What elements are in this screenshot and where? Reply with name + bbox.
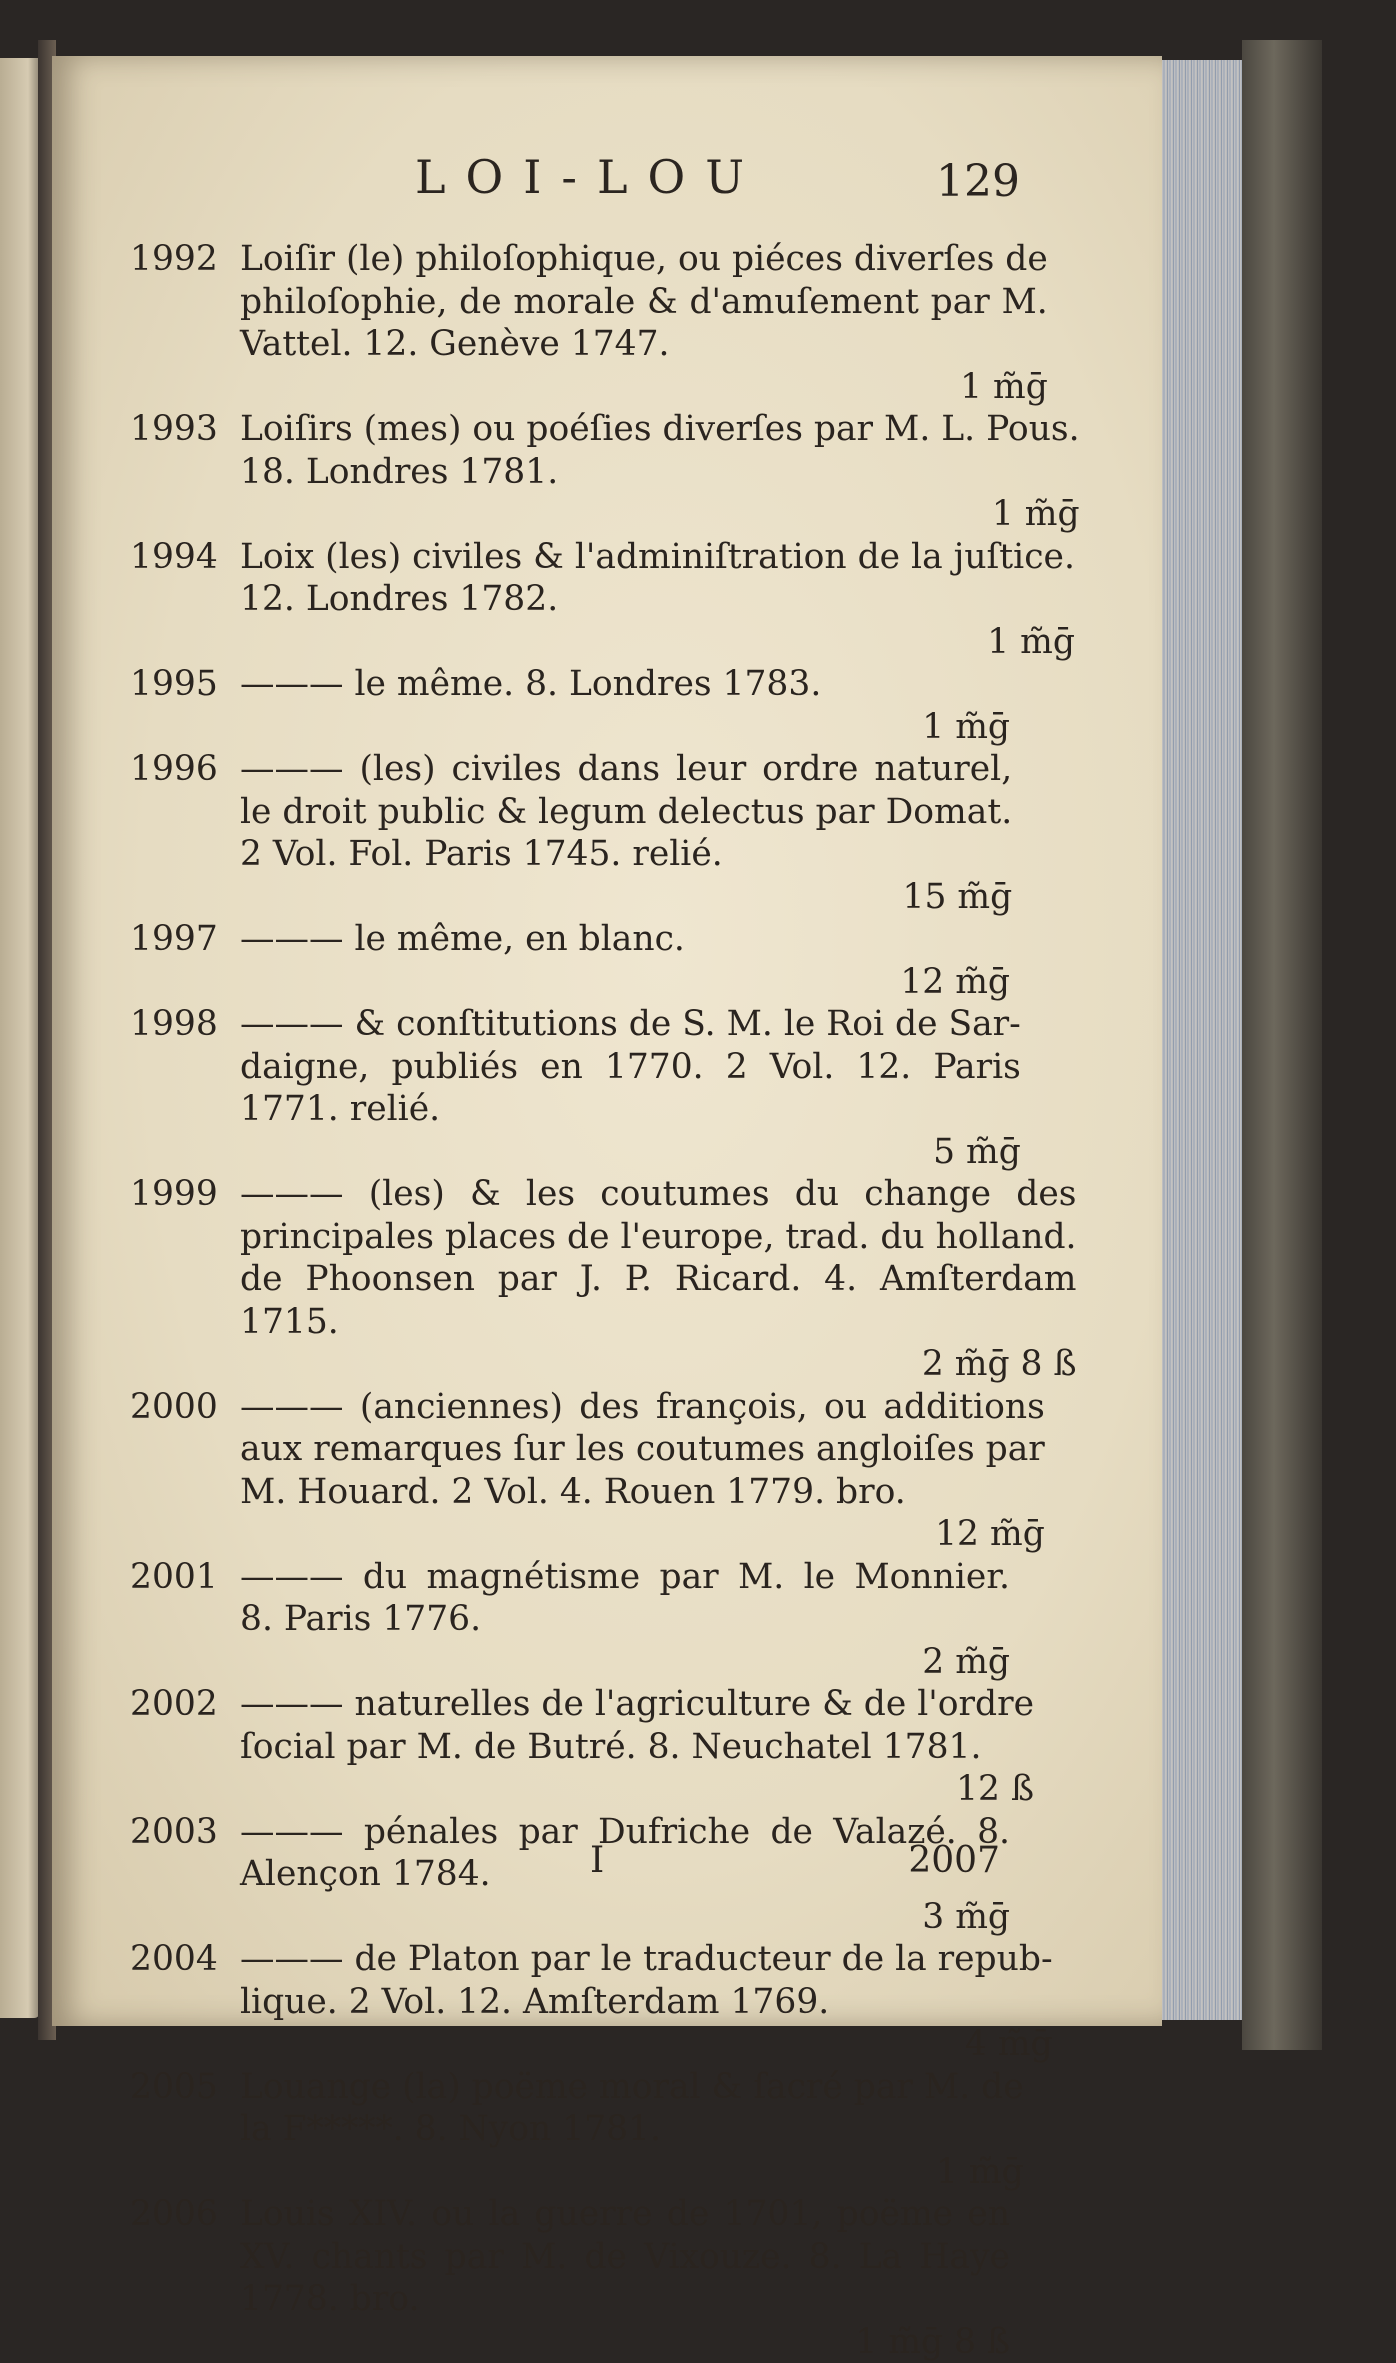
entry-line: 1715. xyxy=(240,1301,1077,1344)
entry-number: 1993 xyxy=(130,408,240,536)
catalogue-entry xyxy=(130,918,1010,1003)
entry-price: 4 m̃ḡ xyxy=(240,2023,1053,2066)
entry-line: M. Houard. 2 Vol. 4. Rouen 1779. bro. xyxy=(240,1471,1045,1514)
catchword: 2007 xyxy=(908,1840,1000,1881)
entry-text xyxy=(240,1173,1077,1386)
entry-number: 2006 xyxy=(130,2193,240,2363)
entry-line: lique. 2 Vol. 12. Amſterdam 1769. xyxy=(240,1981,1053,2024)
entry-price: 1 m̃ḡ xyxy=(240,2151,1024,2194)
entry-price: 1 m̃ḡ 8 ß xyxy=(240,2321,1010,2363)
entry-line: ——— naturelles de l'agriculture & de l'ordre xyxy=(240,1683,1034,1726)
entry-price: 1 m̃ḡ xyxy=(240,621,1075,664)
entry-line: ——— le même, en blanc. xyxy=(240,918,1010,961)
entry-price: 12 m̃ḡ xyxy=(240,1513,1045,1556)
entry-number: 2005 xyxy=(130,2066,240,2194)
entry-text xyxy=(240,2066,1024,2194)
entry-line: aux remarques ſur les coutumes angloiſes par xyxy=(240,1428,1045,1471)
book-cover-edge xyxy=(1242,40,1322,2050)
entry-number: 1999 xyxy=(130,1173,240,1386)
entry-line: Vattel. 12. Genève 1747. xyxy=(240,323,1048,366)
entry-price: 1 m̃ḡ xyxy=(240,493,1080,536)
entry-line: ——— & conſtitutions de S. M. le Roi de Sar- xyxy=(240,1003,1021,1046)
catalogue-entry xyxy=(130,1683,1010,1811)
entry-line: 12. Londres 1782. xyxy=(240,578,1075,621)
catalogue-entry xyxy=(130,1938,1010,2066)
entry-line: 1778. bro. xyxy=(240,2278,1010,2321)
catalogue-entry xyxy=(130,1003,1010,1173)
catalogue-entry xyxy=(130,1173,1010,1386)
entry-number: 1995 xyxy=(130,663,240,748)
entry-line: Louange (la) poëme moral & ſacré par M. de xyxy=(240,2066,1024,2109)
entry-line: de Phoonsen par J. P. Ricard. 4. Amſterdam xyxy=(240,1258,1077,1301)
catalogue-entry xyxy=(130,408,1010,536)
entry-line: ſocial par M. de Butré. 8. Neuchatel 1781. xyxy=(240,1726,1034,1769)
entry-line: XV. chants par M. de Vixouze. 8. La Haye xyxy=(240,2236,1010,2279)
entry-text xyxy=(240,748,1012,918)
entry-line: Loix (les) civiles & l'adminiſtration de la juſtice. xyxy=(240,536,1075,579)
entry-line: ——— (les) civiles dans leur ordre naturel, xyxy=(240,748,1012,791)
entry-text xyxy=(240,1386,1045,1556)
catalogue-entry xyxy=(130,2193,1010,2363)
entry-number: 1994 xyxy=(130,536,240,664)
entry-text xyxy=(240,918,1010,1003)
entry-text xyxy=(240,1811,1010,1939)
catalogue-entry xyxy=(130,238,1010,408)
entry-text xyxy=(240,1938,1053,2066)
entry-price: 3 m̃ḡ xyxy=(240,1896,1010,1939)
entry-text xyxy=(240,536,1075,664)
entry-line: Alençon 1784. xyxy=(240,1853,1010,1896)
page-number: 129 xyxy=(936,156,1020,207)
entry-text xyxy=(240,408,1080,536)
entry-number: 1997 xyxy=(130,918,240,1003)
entry-line: ——— (les) & les coutumes du change des xyxy=(240,1173,1077,1216)
entry-line: ——— du magnétisme par M. le Monnier. xyxy=(240,1556,1010,1599)
entry-line: principales places de l'europe, trad. du holland. xyxy=(240,1216,1077,1259)
catalogue-entry xyxy=(130,1556,1010,1684)
entry-price: 12 ß xyxy=(240,1768,1034,1811)
entry-price: 1 m̃ḡ xyxy=(240,706,1010,749)
catalogue-entry xyxy=(130,2066,1010,2194)
entry-line: ——— (anciennes) des françois, ou additions xyxy=(240,1386,1045,1429)
catalogue-entry xyxy=(130,1811,1010,1939)
entry-price: 1 m̃ḡ xyxy=(240,366,1048,409)
catalogue-entries xyxy=(130,238,1010,2363)
entry-line: philoſophie, de morale & d'amuſement par M. xyxy=(240,281,1048,324)
entry-price: 2 m̃ḡ 8 ß xyxy=(240,1343,1077,1386)
entry-line: ——— le même. 8. Londres 1783. xyxy=(240,663,1010,706)
entry-number: 1992 xyxy=(130,238,240,408)
entry-line: 18. Londres 1781. xyxy=(240,451,1080,494)
catalogue-entry xyxy=(130,1386,1010,1556)
entry-text xyxy=(240,238,1048,408)
entry-price: 15 m̃ḡ xyxy=(240,876,1012,919)
entry-number: 2004 xyxy=(130,1938,240,2066)
entry-line: ——— de Platon par le traducteur de la repub- xyxy=(240,1938,1053,1981)
entry-line: 2 Vol. Fol. Paris 1745. relié. xyxy=(240,833,1012,876)
entry-line: Louis XIV. ou la guerre de 1701, poëme en xyxy=(240,2193,1010,2236)
entry-number: 2003 xyxy=(130,1811,240,1939)
signature-mark: I xyxy=(590,1840,604,1881)
catalogue-entry xyxy=(130,663,1010,748)
entry-number: 2000 xyxy=(130,1386,240,1556)
entry-line: 1771. relié. xyxy=(240,1088,1021,1131)
entry-text xyxy=(240,1556,1010,1684)
catalogue-entry xyxy=(130,536,1010,664)
entry-number: 1998 xyxy=(130,1003,240,1173)
entry-price: 12 m̃ḡ xyxy=(240,961,1010,1004)
entry-text xyxy=(240,1683,1034,1811)
entry-line: la F*****. 8. Nyon 1781. xyxy=(240,2108,1024,2151)
entry-line: Loiſirs (mes) ou poéſies diverſes par M. L. Pous. xyxy=(240,408,1080,451)
entry-number: 2002 xyxy=(130,1683,240,1811)
entry-line: ——— pénales par Dufriche de Valazé. 8. xyxy=(240,1811,1010,1854)
entry-price: 2 m̃ḡ xyxy=(240,1641,1010,1684)
entry-price: 5 m̃ḡ xyxy=(240,1131,1021,1174)
entry-line: Loiſir (le) philoſophique, ou piéces diverſes de xyxy=(240,238,1048,281)
page-block-edge xyxy=(1162,60,1242,2020)
left-page-edge xyxy=(0,58,40,2018)
entry-line: 8. Paris 1776. xyxy=(240,1598,1010,1641)
entry-line: daigne, publiés en 1770. 2 Vol. 12. Paris xyxy=(240,1046,1021,1089)
entry-text xyxy=(240,663,1010,748)
running-title: LOI-LOU xyxy=(415,150,764,204)
catalogue-entry xyxy=(130,748,1010,918)
entry-line: le droit public & legum delectus par Domat. xyxy=(240,791,1012,834)
entry-text xyxy=(240,1003,1021,1173)
entry-number: 2001 xyxy=(130,1556,240,1684)
entry-text xyxy=(240,2193,1010,2363)
entry-number: 1996 xyxy=(130,748,240,918)
